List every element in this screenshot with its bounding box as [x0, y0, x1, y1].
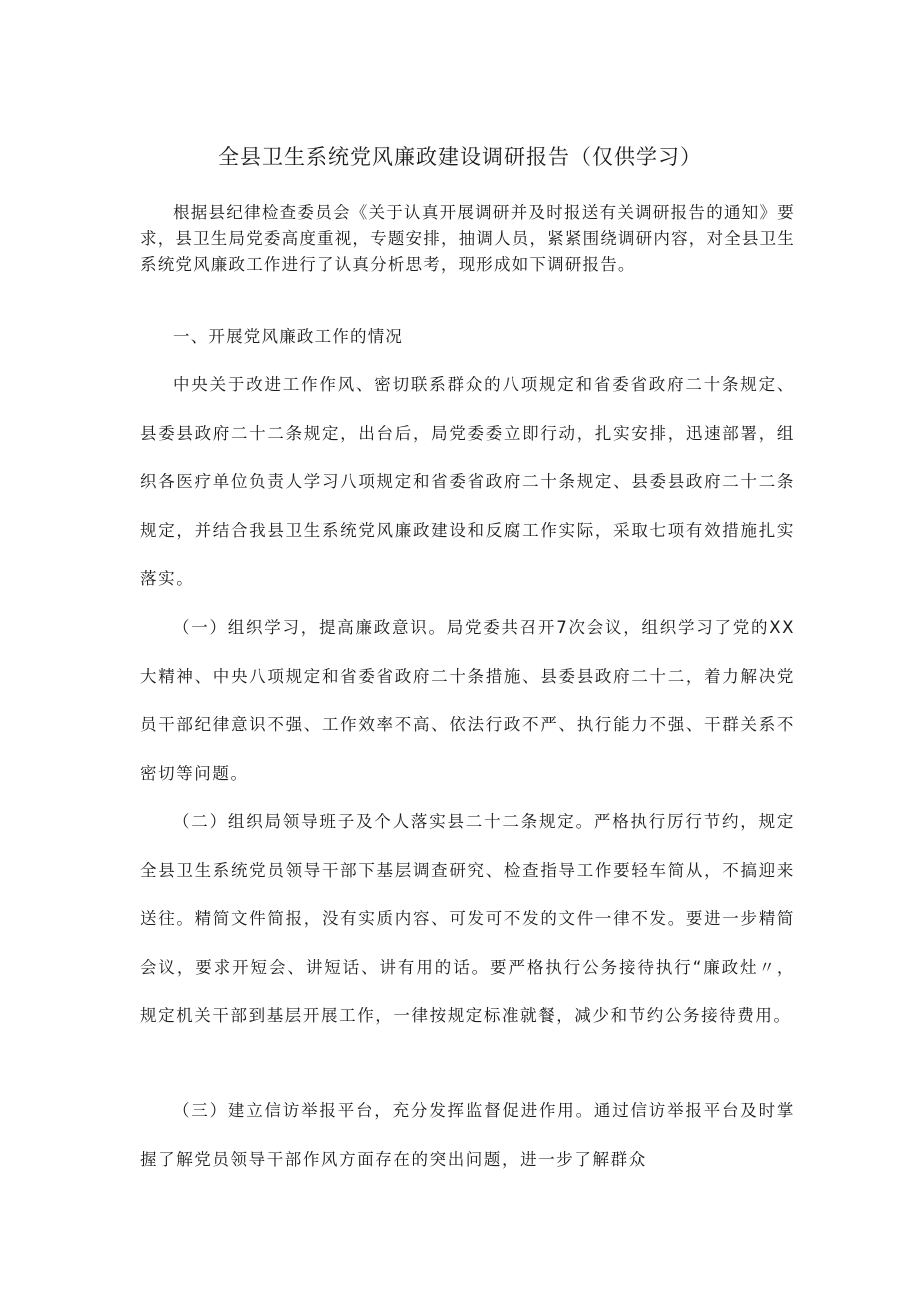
- intro-paragraph: 根据县纪律检查委员会《关于认真开展调研并及时报送有关调研报告的通知》要求，县卫生局党委高度重视，专题安排，抽调人员，紧紧围绕调研内容，对全县卫生系统党风廉政工作进行了认真分析思考，现形成如下调研报告。: [140, 203, 795, 274]
- body-paragraph-overview: 中央关于改进工作作风、密切联系群众的八项规定和省委省政府二十条规定、县委县政府二十二条规定，出台后，局党委委立即行动，扎实安排，迅速部署，组织各医疗单位负责人学习八项规定和省委省政府二十条规定、县委县政府二十二条规定，并结合我县卫生系统党风廉政建设和反腐工作实际，采取七项有效措施扎实落实。: [140, 375, 795, 588]
- body-paragraph-leadership: （二）组织局领导班子及个人落实县二十二条规定。严格执行厉行节约，规定全县卫生系统党员领导干部下基层调查研究、检查指导工作要轻车简从，不搞迎来送往。精简文件简报，没有实质内容、可发可不发的文件一律不发。要进一步精简会议，要求开短会、讲短话、讲有用的话。要严格执行公务接待执行“廉政灶〃，规定机关干部到基层开展工作，一律按规定标准就餐，减少和节约公务接待费用。: [140, 812, 795, 1025]
- body-paragraph-study: （一）组织学习，提高廉政意识。局党委共召开7次会议，组织学习了党的XX大精神、中央八项规定和省委省政府二十条措施、县委县政府二十二，着力解决党员干部纪律意识不强、工作效率不高、依法行政不严、执行能力不强、干群关系不密切等问题。: [140, 618, 795, 783]
- body-paragraph-petition: （三）建立信访举报平台，充分发挥监督促进作用。通过信访举报平台及时掌握了解党员领导干部作风方面存在的突出问题，进一步了解群众: [140, 1101, 795, 1169]
- section-heading: 一、开展党风廉政工作的情况: [173, 327, 404, 346]
- document-title: 全县卫生系统党风廉政建设调研报告（仅供学习）: [218, 145, 702, 169]
